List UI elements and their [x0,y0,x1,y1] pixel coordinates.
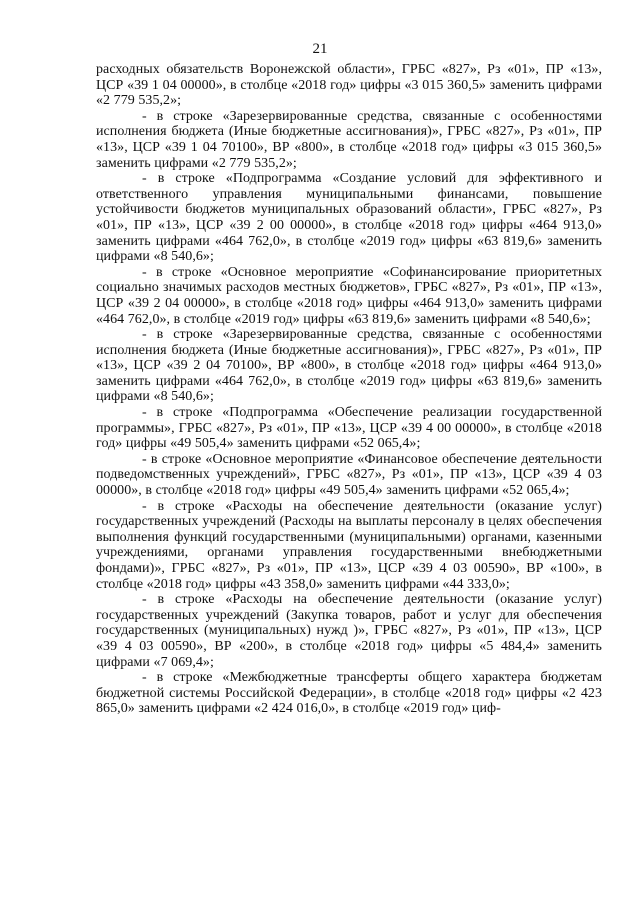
paragraph-continuation: расходных обязательств Воронежской области», ГРБС «827», Рз «01», ПР «13», ЦСР «39 1 04 00000», в столбце «2018 год» цифры «3 015 360,5» заменить цифрами «2 779 535,2»; [96,62,602,109]
document-body [96,62,602,717]
paragraph-expenses-personnel: - в строке «Расходы на обеспечение деятельности (оказание услуг) государственных учреждений (Расходы на выплаты персоналу в целях обеспечения выполнения функций государственными (муниципальными) органами, казенными учреждениями, органами управления государственными внебюджетными фондами)», ГРБС «827», Рз «01», ПР «13», ЦСР «39 4 03 00590», ВР «100», в столбце «2018 год» цифры «43 358,0» заменить цифрами «44 333,0»; [96,498,602,592]
paragraph-interbudget-transfers: - в строке «Межбюджетные трансферты общего характера бюджетам бюджетной системы Российской Федерации», в столбце «2018 год» цифры «2 423 865,0» заменить цифрами «2 424 016,0», в столбце «2019 год» циф- [96,670,602,717]
paragraph-expenses-procurement: - в строке «Расходы на обеспечение деятельности (оказание услуг) государственных учреждений (Закупка товаров, работ и услуг для обеспечения государственных (муниципальных) нужд )», ГРБС «827», Рз «01», ПР «13», ЦСР «39 4 03 00590», ВР «200», в столбце «2018 год» цифры «5 484,4» заменить цифрами «7 069,4»; [96,592,602,670]
paragraph-reserved-funds-1: - в строке «Зарезервированные средства, связанные с особенностями исполнения бюджета (Иные бюджетные ассигнования)», ГРБС «827», Рз «01», ПР «13», ЦСР «39 1 04 70100», ВР «800», в столбце «2018 год» цифры «3 015 360,5» заменить цифрами «2 779 535,2»; [96,108,602,171]
paragraph-subprogram-finance-management: - в строке «Подпрограмма «Создание условий для эффективного и ответственного управления муниципальными финансами, повышение устойчивости бюджетов муниципальных образований области», ГРБС «827», Рз «01», ПР «13», ЦСР «39 2 00 00000», в столбце «2018 год» цифры «464 913,0» заменить цифрами «464 762,0», в столбце «2019 год» цифры «63 819,6» заменить цифрами «8 540,6»; [96,171,602,265]
paragraph-reserved-funds-2: - в строке «Зарезервированные средства, связанные с особенностями исполнения бюджета (Иные бюджетные ассигнования)», ГРБС «827», Рз «01», ПР «13», ЦСР «39 2 04 70100», ВР «800», в столбце «2018 год» цифры «464 913,0» заменить цифрами «464 762,0», в столбце «2019 год» цифры «63 819,6» заменить цифрами «8 540,6»; [96,327,602,405]
page-number: 21 [312,41,328,57]
paragraph-cofinancing: - в строке «Основное мероприятие «Софинансирование приоритетных социально значимых расходов местных бюджетов», ГРБС «827», Рз «01», ПР «13», ЦСР «39 2 04 00000», в столбце «2018 год» цифры «464 913,0» заменить цифрами «464 762,0», в столбце «2019 год» цифры «63 819,6» заменить цифрами «8 540,6»; [96,264,602,327]
paragraph-financial-support: - в строке «Основное мероприятие «Финансовое обеспечение деятельности подведомственных учреждений», ГРБС «827», Рз «01», ПР «13», ЦСР «39 4 03 00000», в столбце «2018 год» цифры «49 505,4» заменить цифрами «52 065,4»; [96,451,602,499]
paragraph-subprogram-implementation: - в строке «Подпрограмма «Обеспечение реализации государственной программы», ГРБС «827», Рз «01», ПР «13», ЦСР «39 4 00 00000», в столбце «2018 год» цифры «49 505,4» заменить цифрами «52 065,4»; [96,405,602,452]
